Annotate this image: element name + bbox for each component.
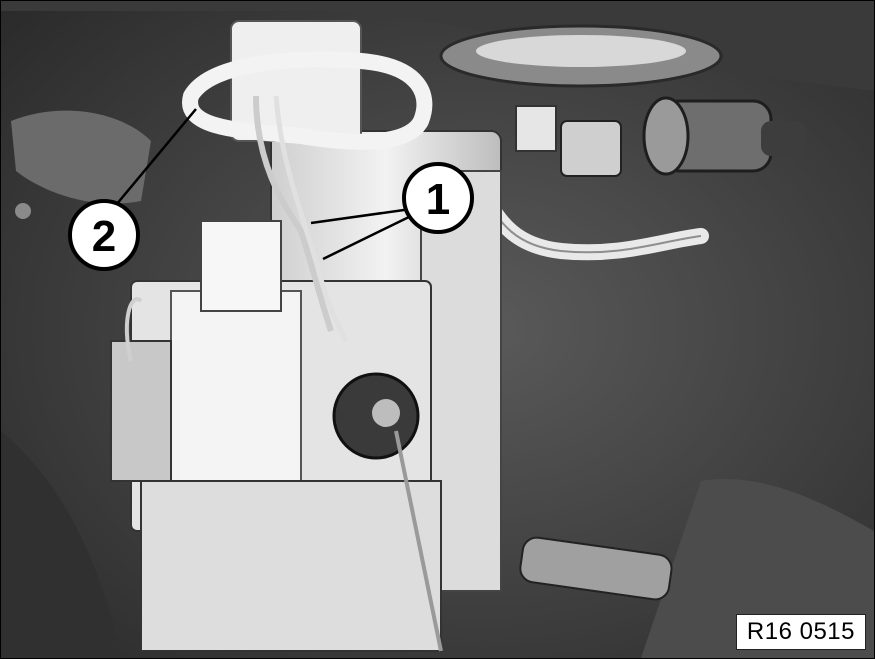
plug-housing (516, 106, 556, 151)
level-sensor-pivot (372, 399, 400, 427)
tank-opening-inner (476, 35, 686, 67)
side-bracket (111, 341, 171, 481)
pump-top-neck (231, 21, 361, 141)
callout-1-label: 1 (425, 175, 451, 224)
pump-base (141, 481, 441, 651)
fuel-pump-photo (1, 1, 874, 658)
cable-mount (201, 221, 281, 311)
connector-flange (644, 98, 688, 174)
connector-tip (761, 121, 806, 156)
background-fastener (15, 203, 31, 219)
figure-reference-code: R16 0515 (736, 614, 866, 650)
callout-2-label: 2 (91, 212, 117, 261)
electrical-plug (561, 121, 621, 176)
reservoir-front-panel (171, 291, 301, 491)
